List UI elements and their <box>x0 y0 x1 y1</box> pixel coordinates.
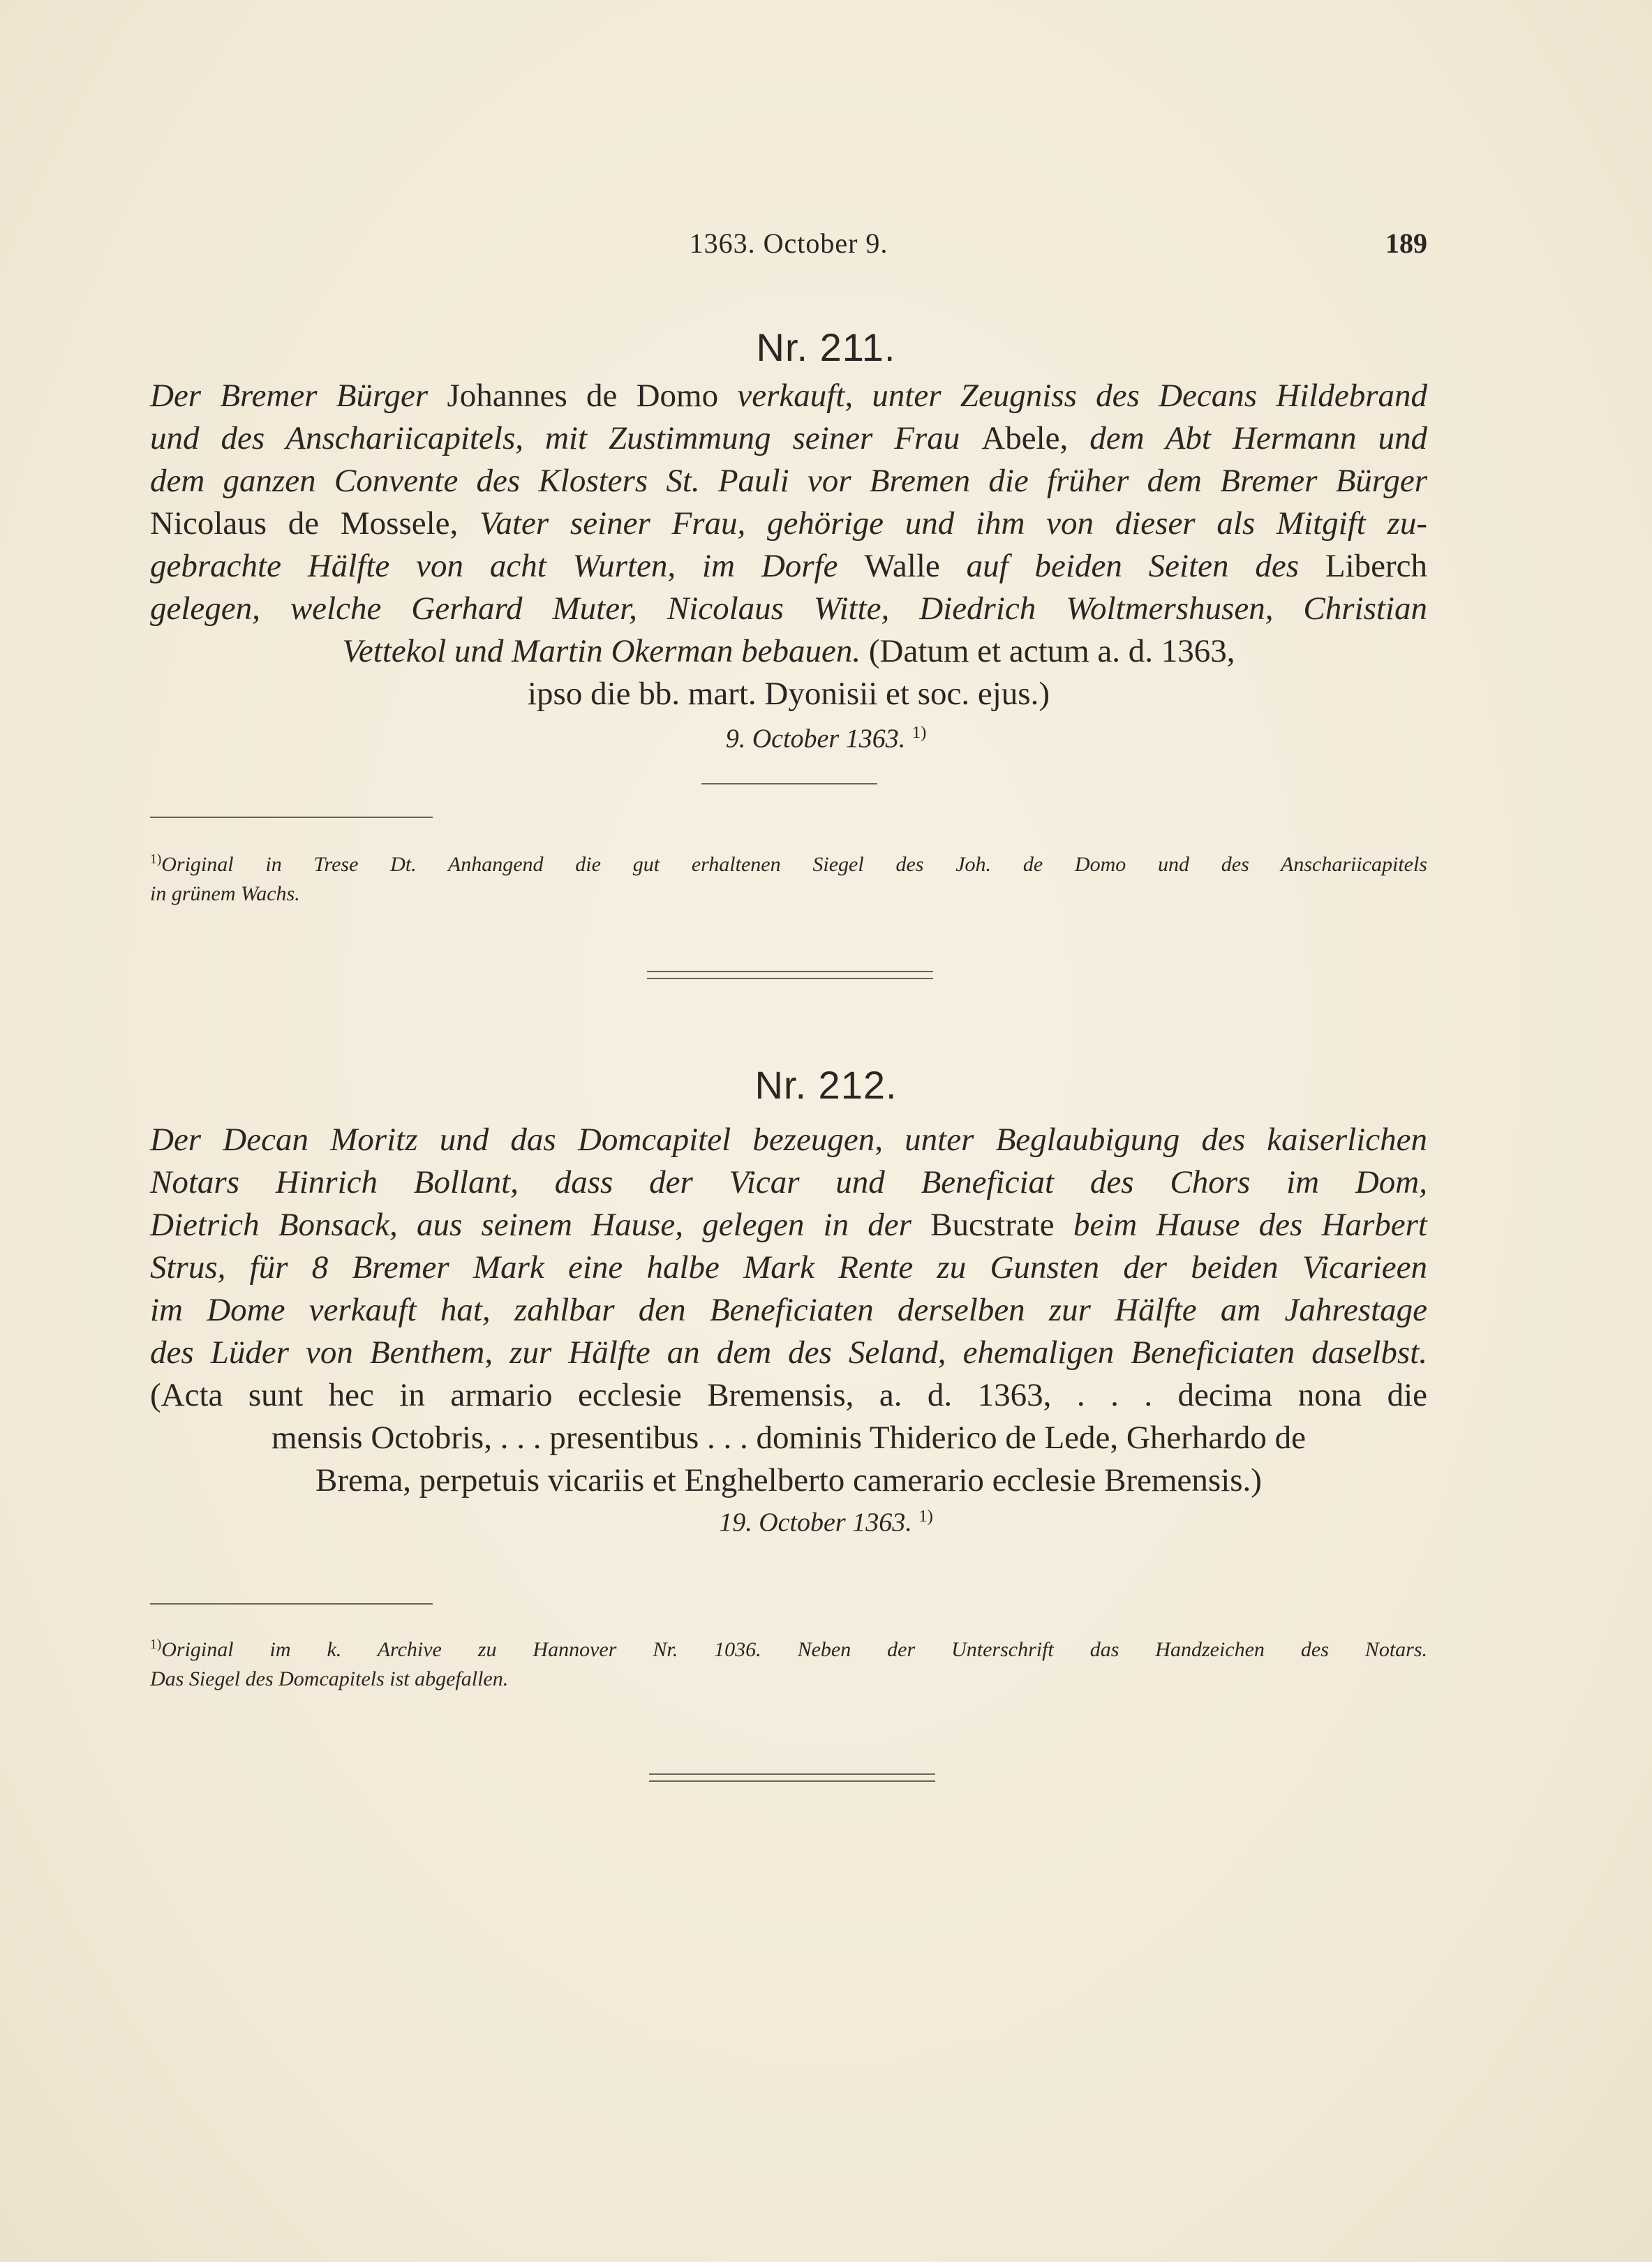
footnote <box>150 845 1427 909</box>
roman-run: Liberch <box>1325 548 1428 584</box>
document-number: Nr. 211. <box>756 325 896 369</box>
roman-run: Bucstrate <box>930 1207 1073 1243</box>
roman-run: (Acta sunt hec in armario ecclesie Bremensis, a. d. 1363, . . . decima nona die <box>150 1377 1427 1413</box>
footnote-line: Das Siegel des Domcapitels ist abgefallen. <box>150 1667 509 1690</box>
italic-run: auf beiden Seiten des <box>966 548 1325 584</box>
roman-run: Brema, perpetuis vicariis et Enghelberto camerario ecclesie Bremensis.) <box>315 1462 1262 1498</box>
document-date <box>0 1507 1652 1538</box>
italic-run: und des Anschariicapitels, mit Zustimmung seiner Frau <box>150 420 982 456</box>
italic-run: gebrachte Hälfte von acht Wurten, im Dorfe <box>150 548 865 584</box>
document-date <box>0 723 1652 754</box>
italic-run: Dietrich Bonsack, aus seinem Hause, gelegen in der <box>150 1207 931 1243</box>
document-number: Nr. 212. <box>754 1063 898 1107</box>
roman-run: Nicolaus de Mossele, <box>150 505 479 542</box>
italic-run: Strus, für 8 Bremer Mark eine halbe Mark Rente zu Gunsten der beiden Vicarieen <box>150 1249 1427 1286</box>
footnote-marker: 1) <box>150 852 162 867</box>
text-line <box>150 1289 1427 1332</box>
regest-text <box>150 375 1427 715</box>
regest-text <box>150 1119 1427 1502</box>
text-line <box>150 1247 1427 1289</box>
text-line <box>150 630 1427 673</box>
italic-run: Vater seiner Frau, gehörige und ihm von dieser als Mitgift zu- <box>479 505 1427 542</box>
text-line <box>150 1374 1427 1417</box>
document-divider <box>647 971 933 979</box>
date-text: 9. October 1363. <box>725 724 906 754</box>
text-line <box>150 1161 1427 1204</box>
text-line <box>150 1119 1427 1161</box>
running-header <box>150 227 1427 269</box>
footnote <box>150 1630 1427 1694</box>
running-title: 1363. October 9. <box>689 228 888 259</box>
text-line <box>150 1204 1427 1247</box>
roman-run: Walle <box>864 548 967 584</box>
text-line <box>150 673 1427 715</box>
roman-run: Abele, <box>981 420 1090 456</box>
date-text: 19. October 1363. <box>719 1508 912 1538</box>
italic-run: Der Decan Moritz und das Domcapitel bezeugen, unter Beglaubigung des kaiserlichen <box>150 1122 1427 1158</box>
footnote-marker: 1) <box>150 1637 162 1652</box>
roman-run: Johannes de Domo <box>447 378 738 414</box>
roman-run: mensis Octobris, . . . presentibus . . . dominis Thiderico de Lede, Gherhardo de <box>271 1420 1306 1456</box>
footnote-ref: 1) <box>911 723 927 742</box>
footnote-line: $^{1)}$Original in Trese Dt. Anhangend die gut erhaltenen Siegel des Joh. de Domo und des Anschariicapitels <box>150 852 1427 876</box>
text-line <box>150 417 1427 460</box>
page-number: 189 <box>1385 228 1427 259</box>
text-line <box>150 588 1427 630</box>
italic-run: beim Hause des Harbert <box>1073 1207 1427 1243</box>
text-line <box>150 1417 1427 1459</box>
italic-run: verkauft, unter Zeugniss des Decans Hildebrand <box>737 378 1427 414</box>
roman-run: (Datum et actum a. d. 1363, <box>868 633 1235 669</box>
italic-run: dem Abt Hermann und <box>1089 420 1427 456</box>
text-line <box>150 1332 1427 1374</box>
footnote-ref: 1) <box>918 1507 933 1526</box>
footnote-line: $^{1)}$Original im k. Archive zu Hannover Nr. 1036. Neben der Unterschrift das Handzeichen des Notars. <box>150 1637 1427 1661</box>
section-rule <box>701 783 877 784</box>
text-line <box>150 1459 1427 1502</box>
roman-run: ipso die bb. mart. Dyonisii et soc. ejus.) <box>528 676 1050 712</box>
footnote-separator <box>150 817 433 818</box>
italic-run: Notars Hinrich Bollant, dass der Vicar und Beneficiat des Chors im Dom, <box>150 1164 1427 1200</box>
footnote-line: in grünem Wachs. <box>150 882 300 905</box>
text-line <box>150 460 1427 503</box>
text-line <box>150 545 1427 588</box>
italic-run: des Lüder von Benthem, zur Hälfte an dem des Seland, ehemaligen Beneficiaten daselbst. <box>150 1334 1427 1371</box>
document-divider <box>649 1773 935 1782</box>
italic-run: im Dome verkauft hat, zahlbar den Beneficiaten derselben zur Hälfte am Jahrestage <box>150 1292 1427 1328</box>
italic-run: dem ganzen Convente des Klosters St. Pauli vor Bremen die früher dem Bremer Bürger <box>150 463 1427 499</box>
italic-run: Vettekol und Martin Okerman bebauen. <box>342 633 869 669</box>
text-line <box>150 503 1427 545</box>
text-line <box>150 375 1427 417</box>
italic-run: gelegen, welche Gerhard Muter, Nicolaus Witte, Diedrich Woltmershusen, Christian <box>150 590 1427 627</box>
footnote-separator <box>150 1603 433 1605</box>
italic-run: Der Bremer Bürger <box>150 378 447 414</box>
